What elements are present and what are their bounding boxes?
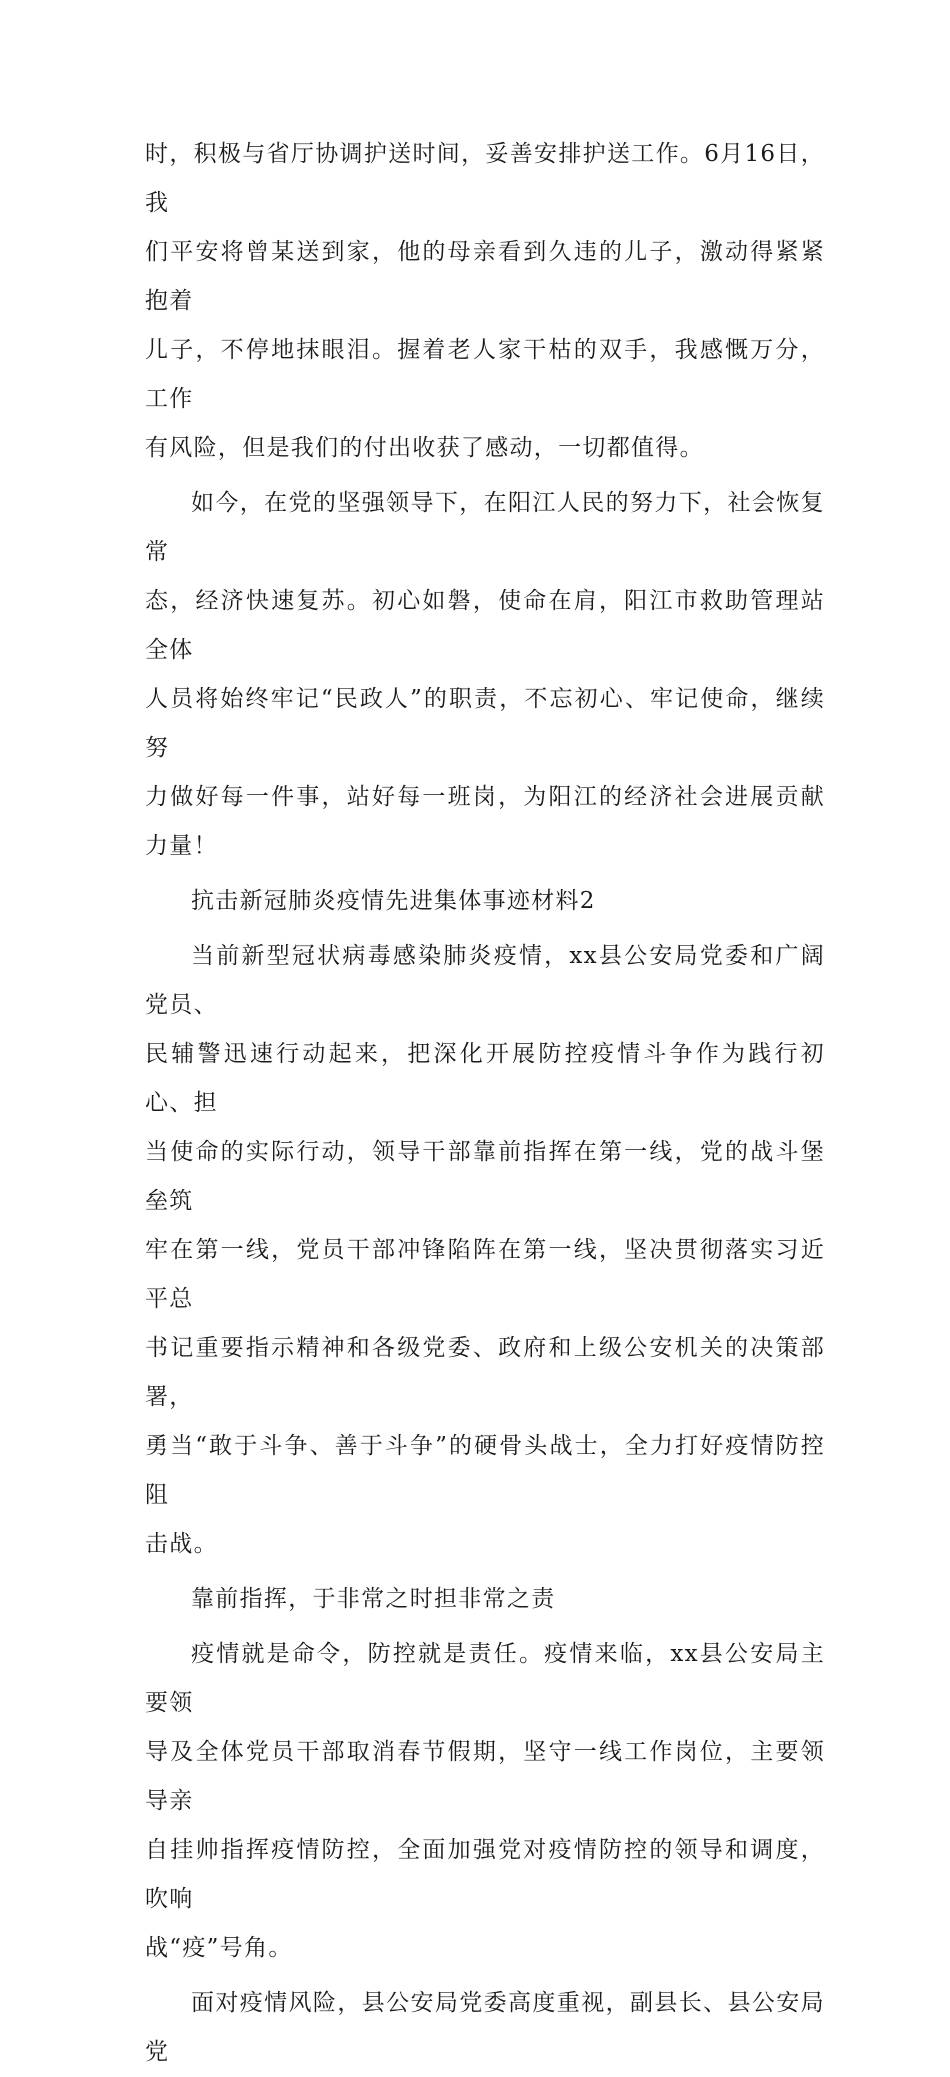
text-line: 力做好每一件事，站好每一班岗，为阳江的经济社会进展贡献力量！ (145, 784, 825, 859)
text-line: 抗击新冠肺炎疫情先进集体事迹材料2 (191, 888, 596, 914)
paragraph-epidemic-command (145, 1630, 825, 1973)
text-line: 当使命的实际行动，领导干部靠前指挥在第一线，党的战斗堡垒筑 (145, 1139, 825, 1214)
paragraph-recovery (145, 479, 825, 871)
text-line: 如今，在党的坚强领导下，在阳江人民的努力下，社会恢复常 (145, 490, 825, 565)
text-line: 民辅警迅速行动起来，把深化开展防控疫情斗争作为践行初心、担 (145, 1041, 825, 1116)
text-line: 自挂帅指挥疫情防控，全面加强党对疫情防控的领导和调度，吹响 (145, 1837, 825, 1912)
text-line: 们平安将曾某送到家，他的母亲看到久违的儿子，激动得紧紧抱着 (145, 239, 825, 314)
text-line: 儿子，不停地抹眼泪。握着老人家干枯的双手，我感慨万分，工作 (145, 337, 825, 412)
paragraph-facing-risk (145, 1979, 825, 2077)
text-line: 战“疫”号角。 (145, 1935, 293, 1961)
section-heading-material-2 (145, 877, 825, 926)
document-body (145, 130, 825, 2077)
text-line: 时，积极与省厅协调护送时间，妥善安排护送工作。6月16日，我 (145, 141, 825, 216)
text-line: 疫情就是命令，防控就是责任。疫情来临，xx县公安局主要领 (145, 1641, 825, 1716)
text-line: 当前新型冠状病毒感染肺炎疫情，xx县公安局党委和广阔党员、 (145, 943, 825, 1018)
text-line: 书记重要指示精神和各级党委、政府和上级公安机关的决策部署， (145, 1335, 825, 1410)
subheading-lead-from-front (145, 1575, 825, 1624)
text-line: 有风险，但是我们的付出收获了感动，一切都值得。 (145, 435, 704, 461)
text-line: 勇当“敢于斗争、善于斗争”的硬骨头战士，全力打好疫情防控阻 (145, 1433, 825, 1508)
text-line: 面对疫情风险，县公安局党委高度重视，副县长、县公安局党 (145, 1990, 825, 2065)
text-line: 导及全体党员干部取消春节假期，坚守一线工作岗位，主要领导亲 (145, 1739, 825, 1814)
text-line: 牢在第一线，党员干部冲锋陷阵在第一线，坚决贯彻落实习近平总 (145, 1237, 825, 1312)
text-line: 击战。 (145, 1531, 218, 1557)
paragraph-escort-home (145, 130, 825, 473)
text-line: 靠前指挥，于非常之时担非常之责 (191, 1586, 556, 1612)
paragraph-police-action (145, 932, 825, 1569)
text-line: 态，经济快速复苏。初心如磐，使命在肩，阳江市救助管理站全体 (145, 588, 825, 663)
text-line: 人员将始终牢记“民政人”的职责，不忘初心、牢记使命，继续努 (145, 686, 825, 761)
